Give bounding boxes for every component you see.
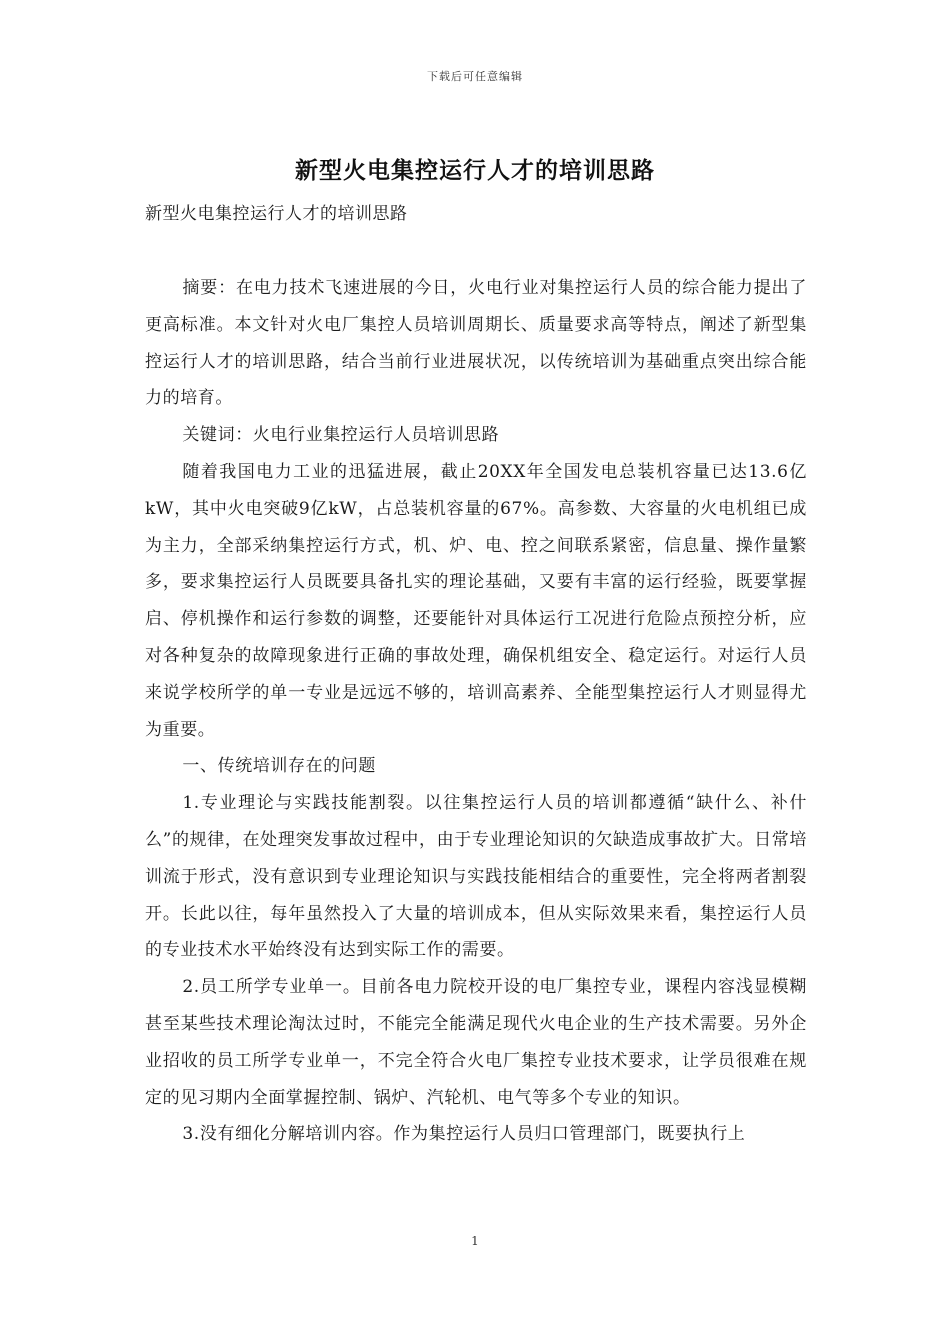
body-paragraph: 2.员工所学专业单一。目前各电力院校开设的电厂集控专业，课程内容浅显模糊甚至某些技术理论淘汰过时，不能完全能满足现代火电企业的生产技术需要。另外企业招收的员工所学专业单一，不完全符合火电厂集控专业技术要求，让学员很难在规定的见习期内全面掌握控制、锅炉、汽轮机、电气等多个专业的知识。	[145, 977, 807, 1108]
document-body	[145, 270, 807, 1153]
header-note: 下载后可任意编辑	[427, 70, 523, 83]
body-paragraph: 1.专业理论与实践技能割裂。以往集控运行人员的培训都遵循“缺什么、补什么”的规律，在处理突发事故过程中，由于专业理论知识的欠缺造成事故扩大。日常培训流于形式，没有意识到专业理论知识与实践技能相结合的重要性，完全将两者割裂开。长此以往，每年虽然投入了大量的培训成本，但从实际效果来看，集控运行人员的专业技术水平始终没有达到实际工作的需要。	[145, 793, 807, 961]
body-paragraph: 3.没有细化分解培训内容。作为集控运行人员归口管理部门，既要执行上	[182, 1124, 746, 1145]
keywords-paragraph: 关键词：火电行业集控运行人员培训思路	[182, 425, 500, 446]
document-subtitle: 新型火电集控运行人才的培训思路	[145, 204, 408, 224]
page-number: 1	[471, 1234, 479, 1248]
section-heading: 一、传统培训存在的问题	[182, 756, 376, 777]
intro-paragraph: 随着我国电力工业的迅猛进展，截止20XX年全国发电总装机容量已达13.6亿kW，其中火电突破9亿kW，占总装机容量的67%。高参数、大容量的火电机组已成为主力，全部采纳集控运行方式，机、炉、电、控之间联系紧密，信息量、操作量繁多，要求集控运行人员既要具备扎实的理论基础，又要有丰富的运行经验，既要掌握启、停机操作和运行参数的调整，还要能针对具体运行工况进行危险点预控分析，应对各种复杂的故障现象进行正确的事故处理，确保机组安全、稳定运行。对运行人员来说学校所学的单一专业是远远不够的，培训高素养、全能型集控运行人才则显得尤为重要。	[145, 461, 807, 740]
document-title: 新型火电集控运行人才的培训思路	[295, 157, 655, 184]
abstract-paragraph: 摘要：在电力技术飞速进展的今日，火电行业对集控运行人员的综合能力提出了更高标准。本文针对火电厂集控人员培训周期长、质量要求高等特点，阐述了新型集控运行人才的培训思路，结合当前行业进展状况，以传统培训为基础重点突出综合能力的培育。	[145, 278, 807, 409]
